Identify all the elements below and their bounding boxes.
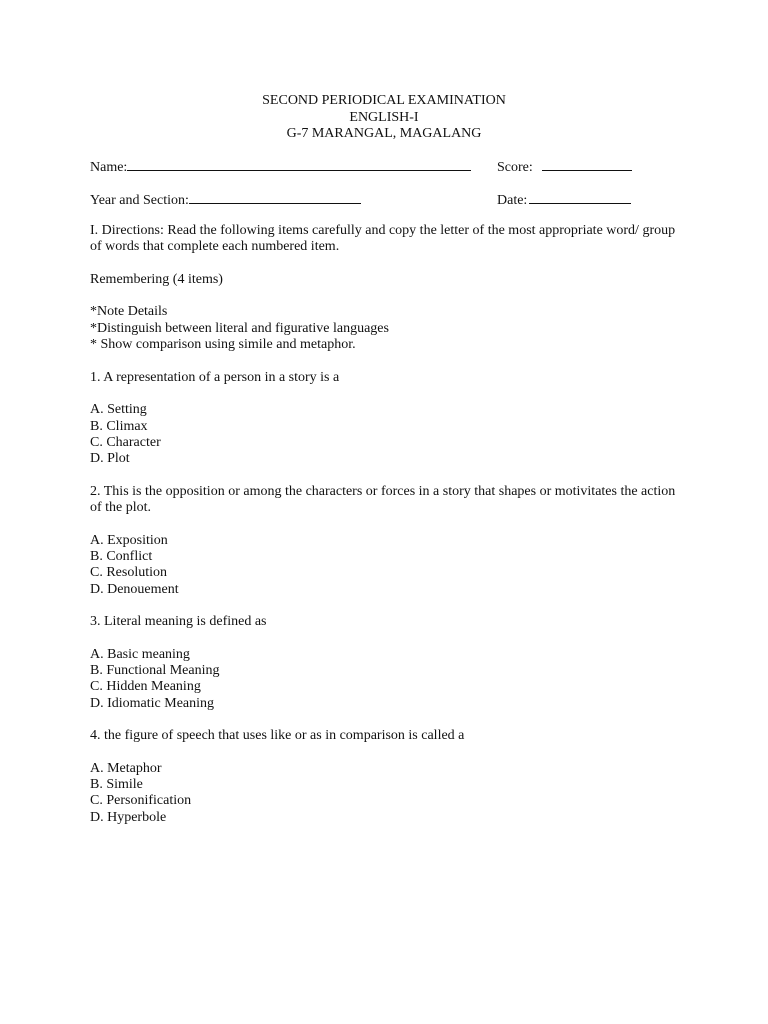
name-row [90, 157, 471, 175]
question-text: 1. A representation of a person in a story is a [90, 369, 340, 385]
question-2 [90, 484, 680, 598]
date-field[interactable] [529, 190, 631, 204]
choice-a: A. Metaphor [90, 760, 162, 776]
choice-a: A. Basic meaning [90, 646, 190, 662]
question-text: 4. the figure of speech that uses like or as in comparison is called a [90, 728, 465, 744]
name-label: Name: [90, 160, 128, 175]
choice-d: D. Hyperbole [90, 809, 167, 825]
category-heading: Remembering (4 items) [90, 271, 223, 287]
question-text: 2. This is the opposition or among the characters or forces in a story that shapes or motivitates the action of the plot. [90, 483, 676, 516]
exam-content [90, 223, 680, 826]
date-row [497, 190, 631, 208]
choice-d: D. Plot [90, 451, 130, 467]
exam-subject: ENGLISH-I [349, 109, 419, 125]
question-4 [90, 728, 680, 826]
question-text: 3. Literal meaning is defined as [90, 614, 267, 630]
choice-d: D. Denouement [90, 581, 179, 597]
choice-b: B. Climax [90, 418, 148, 434]
exam-section: G-7 MARANGAL, MAGALANG [286, 126, 482, 141]
year-section-label: Year and Section: [90, 193, 189, 208]
directions-text: I. Directions: Read the following items carefully and copy the letter of the most appropriate word/ group of words that complete each numbered item. [90, 223, 676, 255]
score-field[interactable] [542, 157, 632, 171]
choice-b: B. Conflict [90, 548, 153, 564]
date-label: Date: [497, 193, 528, 208]
choice-a: A. Setting [90, 402, 147, 418]
year-section-row [90, 190, 361, 208]
exam-title: SECOND PERIODICAL EXAMINATION [262, 93, 506, 108]
score-row [497, 157, 632, 175]
exam-header [0, 93, 768, 143]
choice-a: A. Exposition [90, 532, 168, 548]
choice-d: D. Idiomatic Meaning [90, 695, 215, 711]
question-1 [90, 370, 680, 468]
score-label: Score: [497, 160, 533, 175]
question-3 [90, 614, 680, 712]
name-field[interactable] [127, 157, 471, 171]
choice-b: B. Simile [90, 777, 143, 793]
choice-b: B. Functional Meaning [90, 663, 220, 679]
note-item: * Show comparison using simile and metaphor. [90, 337, 356, 353]
choice-c: C. Personification [90, 793, 192, 809]
choice-c: C. Resolution [90, 565, 168, 581]
year-section-field[interactable] [189, 190, 361, 204]
choice-c: C. Hidden Meaning [90, 679, 201, 695]
note-item: *Note Details [90, 304, 168, 320]
note-item: *Distinguish between literal and figurative languages [90, 320, 389, 336]
choice-c: C. Character [90, 434, 161, 450]
